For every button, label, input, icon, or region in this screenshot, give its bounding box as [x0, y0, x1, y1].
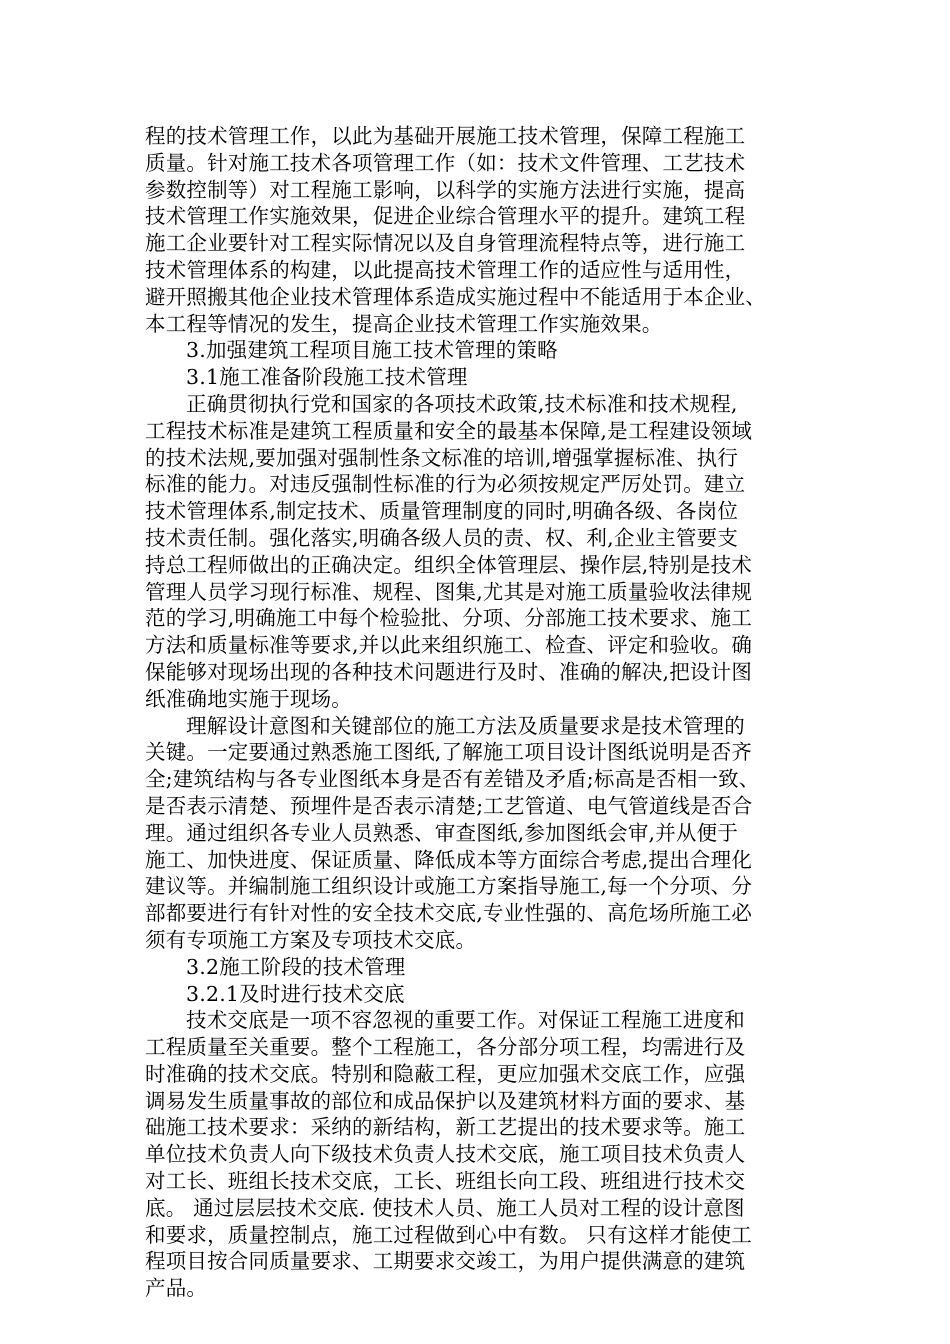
text-line: 对工长、班组长技术交底，工长、班组长向工段、班组进行技术交	[145, 1169, 746, 1194]
text-line: 持总工程师做出的正确决定。组织全体管理层、操作层,特别是技术	[145, 552, 753, 577]
text-line: 须有专项施工方案及专项技术交底。	[145, 927, 477, 952]
text-line: 技术管理工作实施效果，促进企业综合管理水平的提升。建筑工程	[145, 204, 746, 229]
text-line: 理。通过组织各专业人员熟悉、审查图纸,参加图纸会审,并从便于	[145, 820, 739, 845]
text-line: 技术责任制。强化落实,明确各级人员的责、权、利,企业主管要支	[145, 525, 739, 550]
text-line: 建议等。并编制施工组织设计或施工方案指导施工,每一个分项、分	[145, 874, 753, 899]
text-line: 施工、加快进度、保证质量、降低成本等方面综合考虑,提出合理化	[145, 847, 753, 872]
text-line: 纸准确地实施于现场。	[145, 686, 352, 711]
text-line: 工程技术标准是建筑工程质量和安全的最基本保障,是工程建设领域	[145, 418, 753, 443]
text-line: 施工企业要针对工程实际情况以及自身管理流程特点等，进行施工	[145, 231, 746, 256]
text-line: 部都要进行有针对性的安全技术交底,专业性强的、高危场所施工必	[145, 901, 753, 926]
text-line: 程的技术管理工作，以此为基础开展施工技术管理，保障工程施工	[145, 124, 746, 148]
document-body	[145, 123, 805, 1302]
text-line: 单位技术负责人向下级技术负责人技术交底，施工项目技术负责人	[145, 1142, 746, 1167]
text-line: 3.2施工阶段的技术管理	[186, 954, 406, 979]
text-line: 标准的能力。对违反强制性标准的行为必须按规定严厉处罚。建立	[145, 472, 746, 497]
text-line: 避开照搬其他企业技术管理体系造成实施过程中不能适用于本企业、	[145, 284, 766, 309]
text-line: 技术交底是一项不容忽视的重要工作。对保证工程施工进度和	[186, 1008, 745, 1033]
text-line: 方法和质量标准等要求,并以此来组织施工、检查、评定和验收。确	[145, 633, 753, 658]
text-line: 参数控制等）对工程施工影响，以科学的实施方法进行实施，提高	[145, 177, 746, 202]
text-line: 管理人员学习现行标准、规程、图集,尤其是对施工质量验收法律规	[145, 579, 753, 604]
text-line: 产品。	[145, 1276, 208, 1301]
text-line: 范的学习,明确施工中每个检验批、分项、分部施工技术要求、施工	[145, 606, 753, 631]
text-line: 程项目按合同质量要求、工期要求交竣工，为用户提供满意的建筑	[145, 1249, 746, 1274]
text-line: 3.2.1及时进行技术交底	[186, 981, 405, 1006]
text-line: 技术管理体系,制定技术、质量管理制度的同时,明确各级、各岗位	[145, 499, 739, 524]
text-line: 正确贯彻执行党和国家的各项技术政策,技术标准和技术规程,	[186, 391, 738, 416]
text-line: 调易发生质量事故的部位和成品保护以及建筑材料方面的要求、基	[145, 1088, 746, 1113]
text-line: 底。 通过层层技术交底. 使技术人员、施工人员对工程的设计意图	[145, 1195, 745, 1220]
text-line: 保能够对现场出现的各种技术问题进行及时、准确的解决,把设计图	[145, 659, 753, 684]
text-line: 全;建筑结构与各专业图纸本身是否有差错及矛盾;标高是否相一致、	[145, 767, 760, 792]
text-line: 的技术法规,要加强对强制性条文标准的培训,增强掌握标准、执行	[145, 445, 739, 470]
text-line: 本工程等情况的发生，提高企业技术管理工作实施效果。	[145, 311, 663, 336]
text-line: 关键。一定要通过熟悉施工图纸,了解施工项目设计图纸说明是否齐	[145, 740, 753, 765]
text-line: 时准确的技术交底。特别和隐蔽工程，更应加强术交底工作，应强	[145, 1061, 746, 1086]
text-line: 理解设计意图和关键部位的施工方法及质量要求是技术管理的	[186, 713, 745, 738]
text-line: 质量。针对施工技术各项管理工作（如：技术文件管理、工艺技术	[145, 150, 746, 175]
text-line: 础施工技术要求：采纳的新结构，新工艺提出的技术要求等。施工	[145, 1115, 746, 1140]
text-line: 工程质量至关重要。整个工程施工，各分部分项工程，均需进行及	[145, 1035, 746, 1060]
text-line: 和要求，质量控制点，施工过程做到心中有数。 只有这样才能使工	[145, 1222, 753, 1247]
text-line: 技术管理体系的构建，以此提高技术管理工作的适应性与适用性，	[145, 257, 746, 282]
text-line: 3.加强建筑工程项目施工技术管理的策略	[186, 338, 558, 363]
text-line: 3.1施工准备阶段施工技术管理	[186, 365, 468, 390]
text-line: 是否表示清楚、预埋件是否表示清楚;工艺管道、电气管道线是否合	[145, 793, 753, 818]
